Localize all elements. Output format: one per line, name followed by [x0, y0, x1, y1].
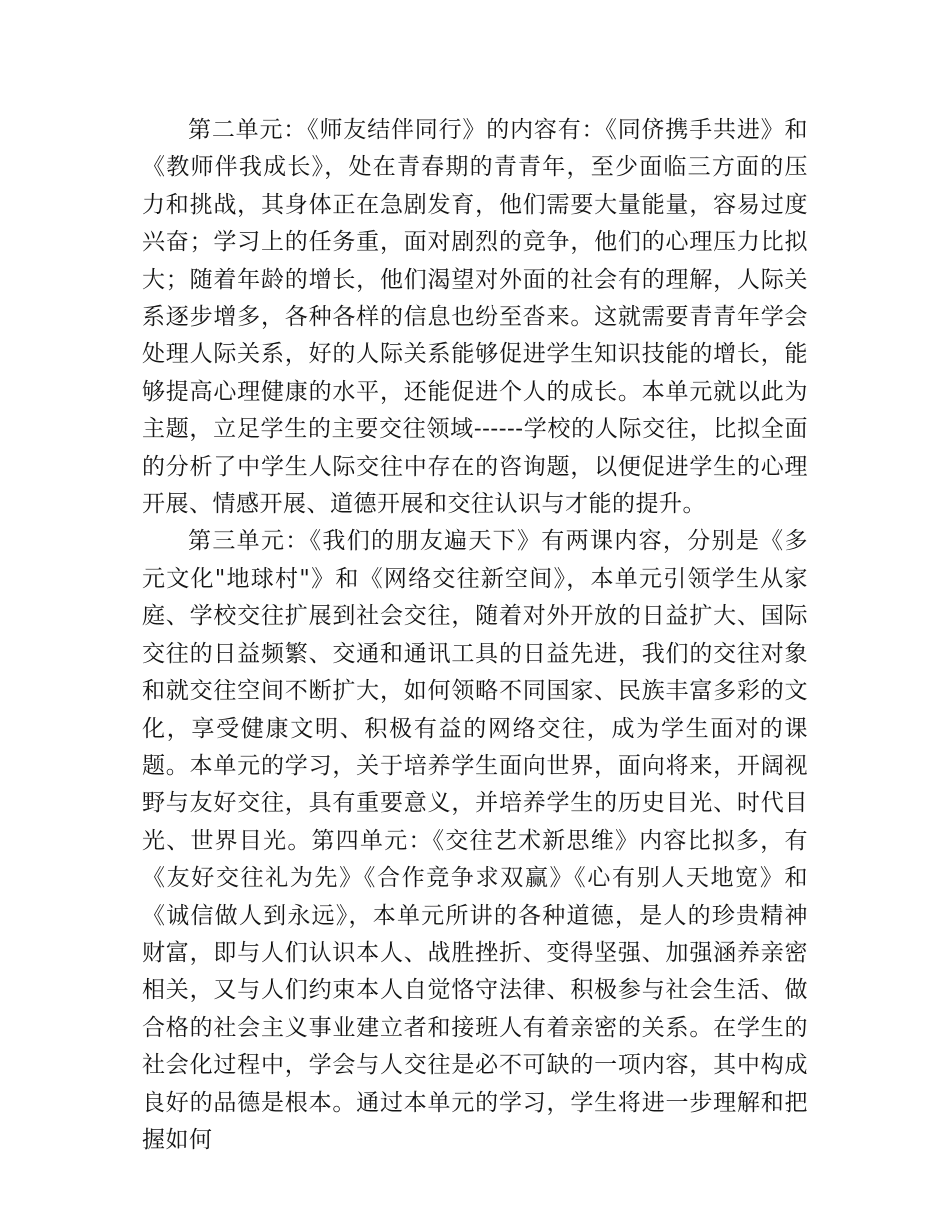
paragraph-unit-two: 第二单元：《师友结伴同行》的内容有：《同侪携手共进》和《教师伴我成长》，处在青春期的青青年，至少面临三方面的压力和挑战，其身体正在急剧发育，他们需要大量能量，容易过度兴奋；学习上的任务重，面对剧烈的竞争，他们的心理压力比拟大；随着年龄的增长，他们渴望对外面的社会有的理解，人际关系逐步增多，各种各样的信息也纷至沓来。这就需要青青年学会处理人际关系，好的人际关系能够促进学生知识技能的增长，能够提高心理健康的水平，还能促进个人的成长。本单元就以此为主题，立足学生的主要交往领域------学校的人际交往，比拟全面的分析了中学生人际交往中存在的咨询题，以便促进学生的心理开展、情感开展、道德开展和交往认识与才能的提升。: [142, 117, 808, 518]
document-page: [142, 112, 808, 1159]
paragraph-unit-three-four: 第三单元：《我们的朋友遍天下》有两课内容，分别是《多元文化"地球村"》和《网络交往新空间》，本单元引领学生从家庭、学校交往扩展到社会交往，随着对外开放的日益扩大、国际交往的日益频繁、交通和通讯工具的日益先进，我们的交往对象和就交往空间不断扩大，如何领略不同国家、民族丰富多彩的文化，享受健康文明、积极有益的网络交往，成为学生面对的课题。本单元的学习，关于培养学生面向世界，面向将来，开阔视野与友好交往，具有重要意义，并培养学生的历史目光、时代目光、世界目光。第四单元：《交往艺术新思维》内容比拟多，有《友好交往礼为先》《合作竞争求双赢》《心有别人天地宽》和《诚信做人到永远》，本单元所讲的各种道德，是人的珍贵精神财富，即与人们认识本人、战胜挫折、变得坚强、加强涵养亲密相关，又与人们约束本人自觉恪守法律、积极参与社会生活、做合格的社会主义事业建立者和接班人有着亲密的关系。在学生的社会化过程中，学会与人交往是必不可缺的一项内容，其中构成良好的品德是根本。通过本单元的学习，学生将进一步理解和把握如何: [142, 528, 808, 1153]
